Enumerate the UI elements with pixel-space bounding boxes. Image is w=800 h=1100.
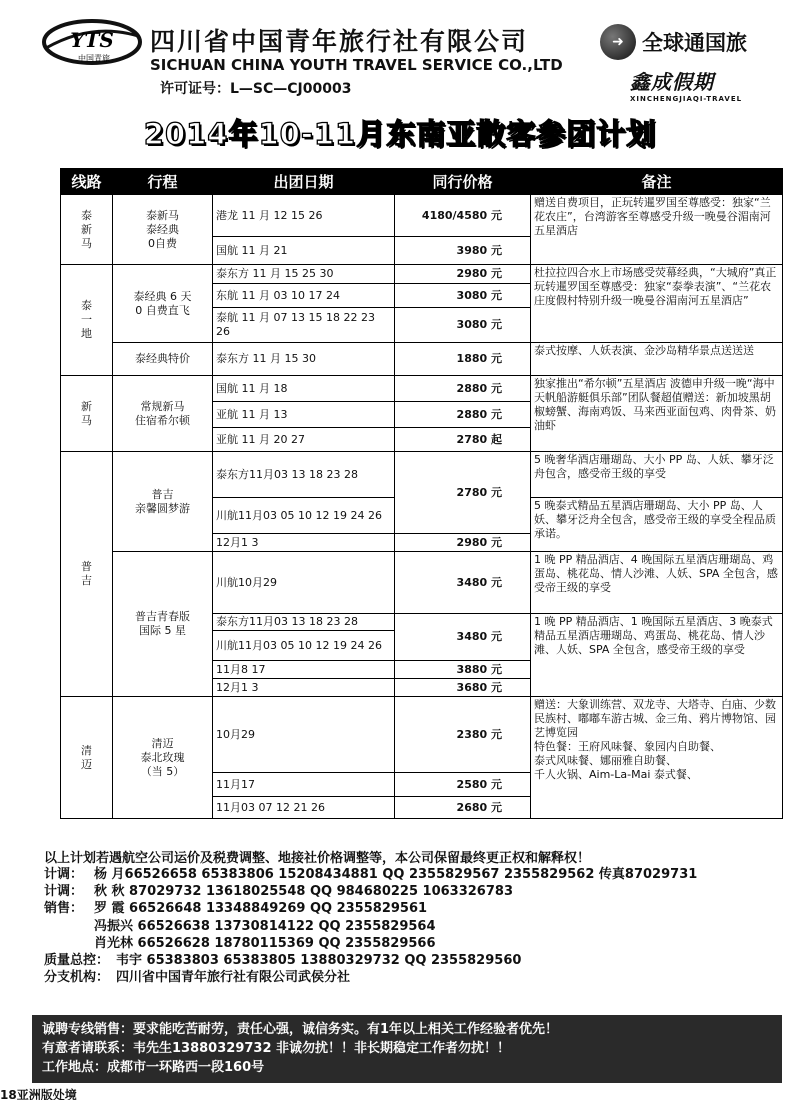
contact-text: 罗 霞 66526648 13348849269 QQ 2355829561 <box>94 901 428 917</box>
globe-arrow-icon: ➜ <box>600 24 636 60</box>
note-cell: 泰式按摩、人妖表演、金沙岛精华景点送送送 <box>531 343 783 376</box>
table-row <box>61 195 783 237</box>
itinerary-cell: 泰新马 泰经典 0自费 <box>113 195 213 265</box>
contact-row <box>44 900 697 917</box>
contact-text: 秋 秋 87029732 13618025548 QQ 984680225 1063326783 <box>94 884 513 900</box>
itinerary-cell: 泰经典特价 <box>113 343 213 376</box>
contact-label: 质量总控： <box>44 953 110 969</box>
date-cell: 12月1 3 <box>213 534 395 552</box>
header-price: 同行价格 <box>395 169 531 195</box>
yts-logo <box>42 18 142 66</box>
date-cell: 亚航 11 月 13 <box>213 402 395 428</box>
header <box>0 0 800 118</box>
svg-text:YTS: YTS <box>70 28 114 52</box>
price-cell: 3980 元 <box>395 237 531 265</box>
price-cell: 1880 元 <box>395 343 531 376</box>
contact-label: 分支机构： <box>44 970 110 986</box>
date-cell: 港龙 11 月 12 15 26 <box>213 195 395 237</box>
recruit-line: 有意者请联系：韦先生13880329732 非诚勿扰！！非长期稳定工作者勿扰！！ <box>42 1041 511 1056</box>
contact-row <box>44 952 697 969</box>
price-cell: 2580 元 <box>395 773 531 797</box>
date-cell: 10月29 <box>213 697 395 773</box>
table-row <box>61 265 783 284</box>
contact-label <box>44 935 94 952</box>
contact-text: 冯振兴 66526638 13730814122 QQ 2355829564 <box>94 918 436 934</box>
date-cell: 泰航 11 月 07 13 15 18 22 23 26 <box>213 308 395 343</box>
contact-text: 肖光林 66526628 18780115369 QQ 2355829566 <box>94 935 436 951</box>
note-cell: 独家推出“希尔顿”五星酒店 波德申升级一晚“海中天帆船游艇俱乐部”团队餐超值赠送：新加坡黑胡椒螃蟹、海南鸡饭、马来西亚面包鸡、肉骨茶、奶油虾 <box>531 376 783 452</box>
note-cell: 杜拉拉四合水上市场感受荧幕经典，“大城府”真正玩转暹罗国至尊感受：独家“泰拳表演”、“兰花农庄度假村特别升级一晚曼谷湄南河五星酒店” <box>531 265 783 343</box>
price-cell: 3080 元 <box>395 308 531 343</box>
page-title: 2014年10-11月东南亚散客参团计划 <box>143 117 657 151</box>
page-label: 18亚洲版处境 <box>0 1088 77 1100</box>
date-cell: 11月03 07 12 21 26 <box>213 797 395 819</box>
date-cell: 泰东方11月03 13 18 23 28 <box>213 452 395 498</box>
title-band <box>0 112 800 156</box>
header-notes: 备注 <box>531 169 783 195</box>
contact-list <box>44 866 697 986</box>
table-header-row <box>61 169 783 195</box>
contact-label: 计调： <box>44 867 84 882</box>
recruit-line: 诚聘专线销售：要求能吃苦耐劳，责任心强，诚信务实。有1年以上相关工作经验者优先！ <box>42 1022 559 1037</box>
route-cell: 新 马 <box>61 376 113 452</box>
price-cell: 3480 元 <box>395 614 531 661</box>
contact-row <box>44 883 697 900</box>
header-route: 线路 <box>61 169 113 195</box>
date-cell: 川航11月03 05 10 12 19 24 26 <box>213 498 395 534</box>
date-cell: 泰东方 11 月 15 30 <box>213 343 395 376</box>
note-cell: 1 晚 PP 精品酒店、1 晚国际五星酒店、3 晚泰式精品五星酒店珊瑚岛、鸡蛋岛、桃花岛、情人沙滩、人妖、SPA 全包含，感受帝王级的享受 <box>531 614 783 697</box>
price-cell: 4180/4580 元 <box>395 195 531 237</box>
contact-label: 销售： <box>44 901 84 917</box>
itinerary-cell: 常规新马 住宿希尔顿 <box>113 376 213 452</box>
price-cell: 3680 元 <box>395 679 531 697</box>
table-row <box>61 452 783 498</box>
route-cell: 泰 一 地 <box>61 265 113 376</box>
contact-text: 杨 月66526658 65383806 15208434881 QQ 2355829567 2355829562 传真87029731 <box>94 867 698 882</box>
date-cell: 泰东方11月03 13 18 23 28 <box>213 614 395 631</box>
price-cell: 3880 元 <box>395 661 531 679</box>
itinerary-cell: 普吉 亲馨圆梦游 <box>113 452 213 552</box>
date-cell: 川航10月29 <box>213 552 395 614</box>
price-cell: 3480 元 <box>395 552 531 614</box>
xincheng-brand <box>630 66 770 103</box>
svg-text:中国青旅: 中国青旅 <box>78 54 110 63</box>
route-cell: 泰 新 马 <box>61 195 113 265</box>
recruitment-banner <box>32 1015 782 1083</box>
date-cell: 11月17 <box>213 773 395 797</box>
contact-label: 计调： <box>44 884 84 900</box>
price-cell: 2980 元 <box>395 534 531 552</box>
contact-text: 四川省中国青年旅行社有限公司武侯分社 <box>116 970 351 986</box>
header-itinerary: 行程 <box>113 169 213 195</box>
date-cell: 泰东方 11 月 15 25 30 <box>213 265 395 284</box>
table-row <box>61 697 783 773</box>
table-row <box>61 343 783 376</box>
price-cell: 2880 元 <box>395 402 531 428</box>
price-cell: 2880 元 <box>395 376 531 402</box>
note-cell: 5 晚奢华酒店珊瑚岛、大小 PP 岛、人妖、攀牙泛舟包含，感受帝王级的享受 <box>531 452 783 498</box>
price-cell: 2680 元 <box>395 797 531 819</box>
price-cell: 2780 起 <box>395 428 531 452</box>
date-cell: 国航 11 月 18 <box>213 376 395 402</box>
date-cell: 东航 11 月 03 10 17 24 <box>213 284 395 308</box>
route-cell: 普 吉 <box>61 452 113 697</box>
itinerary-cell: 普吉青春版 国际 5 星 <box>113 552 213 697</box>
xincheng-brand-sub: XINCHENGJIAQI-TRAVEL <box>630 95 743 103</box>
note-cell: 1 晚 PP 精品酒店、4 晚国际五星酒店珊瑚岛、鸡蛋岛、桃花岛、情人沙滩、人妖、SPA 全包含，感受帝王级的享受 <box>531 552 783 614</box>
license-number: 许可证号：L—SC—CJ00003 <box>160 81 352 97</box>
date-cell: 川航11月03 05 10 12 19 24 26 <box>213 631 395 661</box>
itinerary-cell: 泰经典 6 天 0 自费直飞 <box>113 265 213 343</box>
company-name-cn: 四川省中国青年旅行社有限公司 <box>150 27 529 56</box>
xincheng-brand-text: 鑫成假期 <box>630 70 714 94</box>
recruit-line: 工作地点：成都市一环路西一段160号 <box>42 1060 265 1075</box>
itinerary-cell: 清迈 泰北玫瑰 （当 5） <box>113 697 213 819</box>
contact-row <box>44 935 697 952</box>
header-departure-date: 出团日期 <box>213 169 395 195</box>
note-cell: 赠送：大象训练营、双龙寺、大塔寺、白庙、少数民族村、嘟嘟车游古城、金三角、鸦片博物馆、园艺博览园 特色餐：王府风味餐、象园内自助餐、 泰式风味餐、娜丽雅自助餐、 千人火锅、Aim-La-Mai 泰式餐、 <box>531 697 783 819</box>
table-row <box>61 376 783 402</box>
global-brand <box>600 24 747 60</box>
date-cell: 11月8 17 <box>213 661 395 679</box>
note-cell: 赠送自费项目，正玩转暹罗国至尊感受：独家“兰花农庄”，台湾游客至尊感受升级一晚曼谷湄南河五星酒店 <box>531 195 783 265</box>
table-row <box>61 552 783 614</box>
company-name-en: SICHUAN CHINA YOUTH TRAVEL SERVICE CO.,LTD <box>150 56 563 74</box>
contact-row <box>44 866 697 883</box>
date-cell: 12月1 3 <box>213 679 395 697</box>
contact-text: 韦宇 65383803 65383805 13880329732 QQ 2355829560 <box>116 953 522 969</box>
price-cell: 2780 元 <box>395 452 531 534</box>
contact-row <box>44 969 697 986</box>
price-cell: 2380 元 <box>395 697 531 773</box>
global-brand-text: 全球通国旅 <box>642 31 747 55</box>
price-cell: 3080 元 <box>395 284 531 308</box>
note-cell: 5 晚泰式精品五星酒店珊瑚岛、大小 PP 岛、人妖、攀牙泛舟全包含，感受帝王级的享受全程品质承诺。 <box>531 498 783 552</box>
date-cell: 国航 11 月 21 <box>213 237 395 265</box>
schedule-table <box>60 168 783 819</box>
price-cell: 2980 元 <box>395 265 531 284</box>
route-cell: 清 迈 <box>61 697 113 819</box>
date-cell: 亚航 11 月 20 27 <box>213 428 395 452</box>
contact-label <box>44 918 94 935</box>
disclaimer: 以上计划若遇航空公司运价及税费调整、地接社价格调整等，本公司保留最终更正权和解释权！ <box>44 851 591 866</box>
contact-row <box>44 918 697 935</box>
